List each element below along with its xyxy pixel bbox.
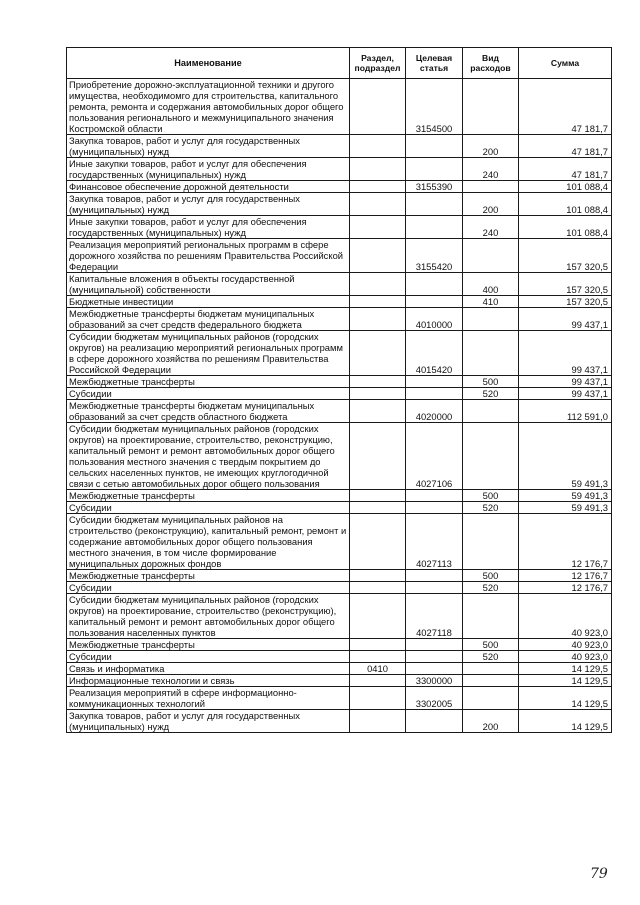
cell-type (463, 79, 519, 135)
cell-name: Межбюджетные трансферты бюджетам муниципальных образований за счет средств областного бюджета (67, 400, 350, 423)
cell-name: Субсидии (67, 502, 350, 514)
cell-sum: 47 181,7 (519, 158, 612, 181)
cell-article (406, 639, 463, 651)
table-row (67, 308, 612, 331)
cell-name: Субсидии (67, 651, 350, 663)
cell-section (350, 514, 406, 570)
cell-sum: 99 437,1 (519, 388, 612, 400)
cell-name: Закупка товаров, работ и услуг для государственных (муниципальных) нужд (67, 135, 350, 158)
cell-name: Реализация мероприятий региональных программ в сфере дорожного хозяйства по решениям Правительства Российской Федерации (67, 239, 350, 273)
table-row (67, 639, 612, 651)
cell-section (350, 502, 406, 514)
table-row (67, 663, 612, 675)
cell-article (406, 296, 463, 308)
cell-section (350, 158, 406, 181)
cell-section (350, 193, 406, 216)
cell-section (350, 423, 406, 490)
cell-article: 4015420 (406, 331, 463, 376)
cell-type: 200 (463, 135, 519, 158)
cell-sum: 101 088,4 (519, 216, 612, 239)
cell-sum: 40 923,0 (519, 651, 612, 663)
cell-type: 410 (463, 296, 519, 308)
column-header-section: Раздел, подраздел (350, 48, 406, 79)
cell-type: 500 (463, 490, 519, 502)
cell-article: 3300000 (406, 675, 463, 687)
budget-table (66, 47, 612, 733)
table-row (67, 687, 612, 710)
cell-article: 4027106 (406, 423, 463, 490)
cell-sum: 14 129,5 (519, 710, 612, 733)
cell-sum: 47 181,7 (519, 135, 612, 158)
table-row (67, 582, 612, 594)
cell-type (463, 514, 519, 570)
cell-article: 3302005 (406, 687, 463, 710)
cell-name: Субсидии бюджетам муниципальных районов на строительство (реконструкцию), капитальный ремонт, ремонт и содержание автомобильных дорог общего пользования местного значения, в том числе формирование муниципальных дорожных фондов (67, 514, 350, 570)
cell-article: 3154500 (406, 79, 463, 135)
cell-sum: 59 491,3 (519, 423, 612, 490)
table-row (67, 514, 612, 570)
cell-section: 0410 (350, 663, 406, 675)
cell-article (406, 651, 463, 663)
cell-article (406, 273, 463, 296)
cell-name: Иные закупки товаров, работ и услуг для обеспечения государственных (муниципальных) нужд (67, 216, 350, 239)
cell-article: 3155420 (406, 239, 463, 273)
table-row (67, 490, 612, 502)
cell-type: 500 (463, 570, 519, 582)
cell-section (350, 135, 406, 158)
cell-sum: 14 129,5 (519, 675, 612, 687)
column-header-sum: Сумма (519, 48, 612, 79)
table-row (67, 423, 612, 490)
table-row (67, 331, 612, 376)
cell-type: 200 (463, 193, 519, 216)
cell-sum: 12 176,7 (519, 514, 612, 570)
cell-article (406, 710, 463, 733)
cell-type: 200 (463, 710, 519, 733)
cell-article (406, 663, 463, 675)
cell-sum: 14 129,5 (519, 663, 612, 675)
column-header-article: Целевая статья (406, 48, 463, 79)
table-row (67, 675, 612, 687)
cell-sum: 112 591,0 (519, 400, 612, 423)
cell-type (463, 400, 519, 423)
cell-sum: 14 129,5 (519, 687, 612, 710)
cell-section (350, 490, 406, 502)
cell-name: Субсидии бюджетам муниципальных районов (городских округов) на проектирование, строительство, реконструкцию, капитальный ремонт и ремонт автомобильных дорог общего пользования местного значения с твердым покрытием до сельских населенных пунктов, не имеющих круглогодичной связи с сетью автомобильных дорог общего пользования (67, 423, 350, 490)
cell-type (463, 181, 519, 193)
table-row (67, 376, 612, 388)
table-row (67, 502, 612, 514)
cell-name: Межбюджетные трансферты (67, 570, 350, 582)
cell-type (463, 687, 519, 710)
cell-name: Межбюджетные трансферты (67, 490, 350, 502)
cell-name: Капитальные вложения в объекты государственной (муниципальной) собственности (67, 273, 350, 296)
cell-type: 500 (463, 639, 519, 651)
table-row (67, 79, 612, 135)
cell-article (406, 158, 463, 181)
cell-sum: 12 176,7 (519, 570, 612, 582)
cell-article: 3155390 (406, 181, 463, 193)
table-row (67, 239, 612, 273)
cell-section (350, 216, 406, 239)
table-row (67, 651, 612, 663)
cell-sum: 99 437,1 (519, 376, 612, 388)
cell-article (406, 490, 463, 502)
cell-type (463, 308, 519, 331)
cell-article (406, 193, 463, 216)
cell-sum: 12 176,7 (519, 582, 612, 594)
cell-name: Связь и информатика (67, 663, 350, 675)
cell-name: Бюджетные инвестиции (67, 296, 350, 308)
table-body (67, 79, 612, 733)
table-row (67, 296, 612, 308)
cell-type: 240 (463, 216, 519, 239)
cell-type: 520 (463, 582, 519, 594)
cell-article: 4010000 (406, 308, 463, 331)
cell-article: 4027118 (406, 594, 463, 639)
cell-article (406, 502, 463, 514)
cell-name: Информационные технологии и связь (67, 675, 350, 687)
cell-section (350, 710, 406, 733)
cell-name: Субсидии (67, 388, 350, 400)
cell-name: Реализация мероприятий в сфере информационно-коммуникационных технологий (67, 687, 350, 710)
table-header-row (67, 48, 612, 79)
cell-section (350, 331, 406, 376)
column-header-type: Вид расходов (463, 48, 519, 79)
cell-sum: 157 320,5 (519, 273, 612, 296)
table-row (67, 400, 612, 423)
cell-section (350, 388, 406, 400)
table-row (67, 710, 612, 733)
cell-section (350, 639, 406, 651)
cell-name: Субсидии (67, 582, 350, 594)
cell-type (463, 594, 519, 639)
cell-article: 4027113 (406, 514, 463, 570)
cell-name: Финансовое обеспечение дорожной деятельности (67, 181, 350, 193)
cell-name: Субсидии бюджетам муниципальных районов (городских округов) на реализацию мероприятий региональных программ в сфере дорожного хозяйства по решениям Правительства Российской Федерации (67, 331, 350, 376)
table-row (67, 135, 612, 158)
cell-type: 400 (463, 273, 519, 296)
cell-section (350, 675, 406, 687)
cell-sum: 99 437,1 (519, 331, 612, 376)
cell-name: Межбюджетные трансферты (67, 376, 350, 388)
cell-sum: 47 181,7 (519, 79, 612, 135)
cell-name: Закупка товаров, работ и услуг для государственных (муниципальных) нужд (67, 193, 350, 216)
cell-section (350, 79, 406, 135)
cell-type: 520 (463, 651, 519, 663)
cell-sum: 59 491,3 (519, 502, 612, 514)
table-row (67, 158, 612, 181)
table-row (67, 193, 612, 216)
cell-section (350, 594, 406, 639)
cell-article (406, 570, 463, 582)
cell-sum: 101 088,4 (519, 181, 612, 193)
cell-sum: 157 320,5 (519, 239, 612, 273)
cell-article (406, 216, 463, 239)
cell-type (463, 331, 519, 376)
cell-section (350, 687, 406, 710)
cell-sum: 99 437,1 (519, 308, 612, 331)
cell-section (350, 651, 406, 663)
table-row (67, 273, 612, 296)
cell-section (350, 181, 406, 193)
cell-article: 4020000 (406, 400, 463, 423)
cell-type: 520 (463, 502, 519, 514)
cell-type (463, 239, 519, 273)
cell-article (406, 135, 463, 158)
cell-section (350, 582, 406, 594)
cell-section (350, 296, 406, 308)
cell-type (463, 663, 519, 675)
column-header-name: Наименование (67, 48, 350, 79)
cell-type (463, 675, 519, 687)
table-row (67, 181, 612, 193)
table-row (67, 594, 612, 639)
cell-article (406, 388, 463, 400)
cell-section (350, 376, 406, 388)
cell-article (406, 582, 463, 594)
cell-section (350, 400, 406, 423)
cell-name: Межбюджетные трансферты (67, 639, 350, 651)
cell-sum: 101 088,4 (519, 193, 612, 216)
cell-sum: 157 320,5 (519, 296, 612, 308)
table-row (67, 388, 612, 400)
cell-sum: 40 923,0 (519, 594, 612, 639)
cell-type: 500 (463, 376, 519, 388)
cell-section (350, 570, 406, 582)
table-row (67, 570, 612, 582)
cell-name: Межбюджетные трансферты бюджетам муниципальных образований за счет средств федерального бюджета (67, 308, 350, 331)
cell-type: 240 (463, 158, 519, 181)
cell-section (350, 273, 406, 296)
cell-article (406, 376, 463, 388)
cell-name: Иные закупки товаров, работ и услуг для обеспечения государственных (муниципальных) нужд (67, 158, 350, 181)
cell-type: 520 (463, 388, 519, 400)
cell-sum: 40 923,0 (519, 639, 612, 651)
cell-section (350, 308, 406, 331)
cell-section (350, 239, 406, 273)
cell-sum: 59 491,3 (519, 490, 612, 502)
cell-name: Субсидии бюджетам муниципальных районов (городских округов) на проектирование, строительство (реконструкцию), капитальный ремонт и ремонт автомобильных дорог общего пользования населенных пунктов (67, 594, 350, 639)
table-row (67, 216, 612, 239)
cell-name: Закупка товаров, работ и услуг для государственных (муниципальных) нужд (67, 710, 350, 733)
page-number: 79 (590, 866, 608, 882)
cell-name: Приобретение дорожно-эксплуатационной техники и другого имущества, необходимомго для строительства, капитального ремонта, ремонта и содержания автомобильных дорог общего пользования регионального и межмуниципального значения Костромской области (67, 79, 350, 135)
cell-type (463, 423, 519, 490)
